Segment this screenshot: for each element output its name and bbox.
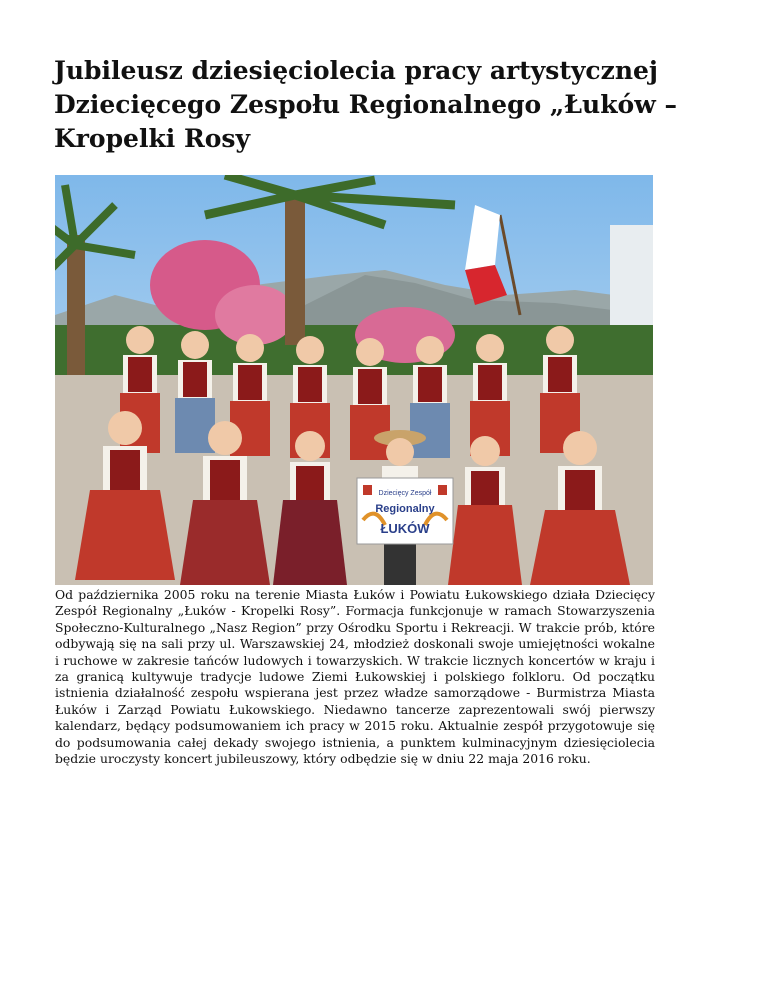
group-photo (55, 175, 653, 585)
band-sign (357, 478, 453, 544)
sign-line2: Regionalny (375, 503, 435, 515)
article-title: Jubileusz dziesięciolecia pracy artystycznej Dziecięcego Zespołu Regionalnego „Łuków – Kropelki Rosy (54, 56, 677, 153)
article-body: Od października 2005 roku na terenie Miasta Łuków i Powiatu Łukowskiego działa Dziecięcy Zespół Regionalny „Łuków - Kropelki Rosy”. Formacja funkcjonuje w ramach Stowarzyszenia Społeczno-Kulturalnego „Nasz Region” przy Ośrodku Sportu i Rekreacji. W trakcie prób, które odbywają się na sali przy ul. Warszawskiej 24, młodzież doskonali swoje umiejętności wokalne i ruchowe w zakresie tańców ludowych i towarzyskich. W trakcie licznych koncertów w kraju i za granicą kultywuje tradycje ludowe Ziemi Łukowskiej i polskiego folkloru. Od początku istnienia działalność zespołu wspierana jest przez władze samorządowe - Burmistrza Miasta Łuków i Zarząd Powiatu Łukowskiego. Niedawno tancerze zaprezentowali swój pierwszy kalendarz, będący podsumowaniem ich pracy w 2015 roku. Aktualnie zespół przygotowuje się do podsumowania całej dekady swojego istnienia, a punktem kulminacyjnym dziesięciolecia będzie uroczysty koncert jubileuszowy, który odbędzie się w dniu 22 maja 2016 roku. (55, 587, 655, 767)
sign-line3: ŁUKÓW (380, 521, 430, 536)
sign-line1: Dziecięcy Zespół (378, 490, 432, 497)
